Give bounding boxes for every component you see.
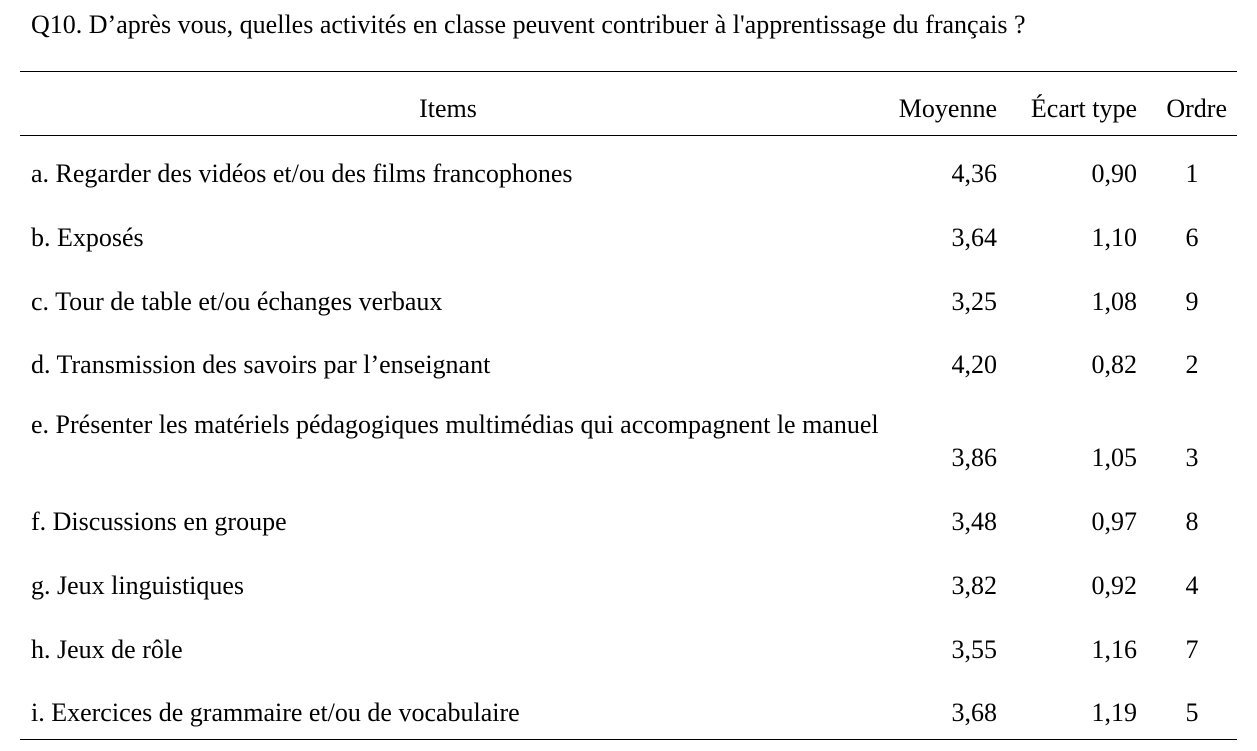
table-top-rule — [20, 71, 1237, 72]
row-moyenne: 3,68 — [951, 698, 997, 727]
row-moyenne: 3,55 — [951, 635, 997, 664]
row-ordre: 8 — [1185, 507, 1199, 536]
row-item: i. Exercices de grammaire et/ou de vocabulaire — [31, 698, 520, 727]
row-item: b. Exposés — [31, 223, 144, 252]
row-item: f. Discussions en groupe — [31, 507, 287, 536]
header-moyenne: Moyenne — [898, 94, 997, 123]
table-header-rule — [20, 135, 1237, 136]
row-moyenne: 4,36 — [951, 159, 997, 188]
row-moyenne: 3,25 — [951, 287, 997, 316]
row-ordre: 1 — [1185, 159, 1199, 188]
header-ordre: Ordre — [1166, 94, 1227, 123]
row-ordre: 6 — [1185, 223, 1199, 252]
row-ordre: 7 — [1185, 635, 1199, 664]
row-ordre: 2 — [1185, 350, 1199, 379]
row-ordre: 9 — [1185, 287, 1199, 316]
row-ordre: 5 — [1185, 698, 1199, 727]
row-item: h. Jeux de rôle — [31, 635, 183, 664]
row-ecart-type: 1,05 — [1091, 443, 1137, 472]
row-ecart-type: 1,10 — [1091, 223, 1137, 252]
row-ecart-type: 0,82 — [1091, 350, 1137, 379]
row-moyenne: 3,48 — [951, 507, 997, 536]
row-item: c. Tour de table et/ou échanges verbaux — [31, 287, 443, 316]
row-ecart-type: 1,19 — [1091, 698, 1137, 727]
row-item: a. Regarder des vidéos et/ou des films francophones — [31, 159, 573, 188]
row-ecart-type: 1,08 — [1091, 287, 1137, 316]
row-ecart-type: 0,92 — [1091, 571, 1137, 600]
row-ordre: 4 — [1185, 571, 1199, 600]
row-item: d. Transmission des savoirs par l’enseignant — [31, 350, 491, 379]
row-item: g. Jeux linguistiques — [31, 571, 245, 600]
row-ecart-type: 0,90 — [1091, 159, 1137, 188]
row-item: e. Présenter les matériels pédagogiques multimédias qui accompagnent le manuel — [31, 410, 879, 439]
row-moyenne: 3,82 — [951, 571, 997, 600]
row-ordre: 3 — [1185, 443, 1199, 472]
question-title: Q10. D’après vous, quelles activités en classe peuvent contribuer à l'apprentissage du français ? — [31, 10, 1026, 39]
row-ecart-type: 0,97 — [1091, 507, 1137, 536]
header-items: Items — [419, 94, 477, 123]
row-moyenne: 4,20 — [951, 350, 997, 379]
row-moyenne: 3,64 — [951, 223, 997, 252]
row-moyenne: 3,86 — [951, 443, 997, 472]
table-bottom-rule — [20, 739, 1237, 740]
row-ecart-type: 1,16 — [1091, 635, 1137, 664]
header-ecart-type: Écart type — [1030, 94, 1137, 123]
